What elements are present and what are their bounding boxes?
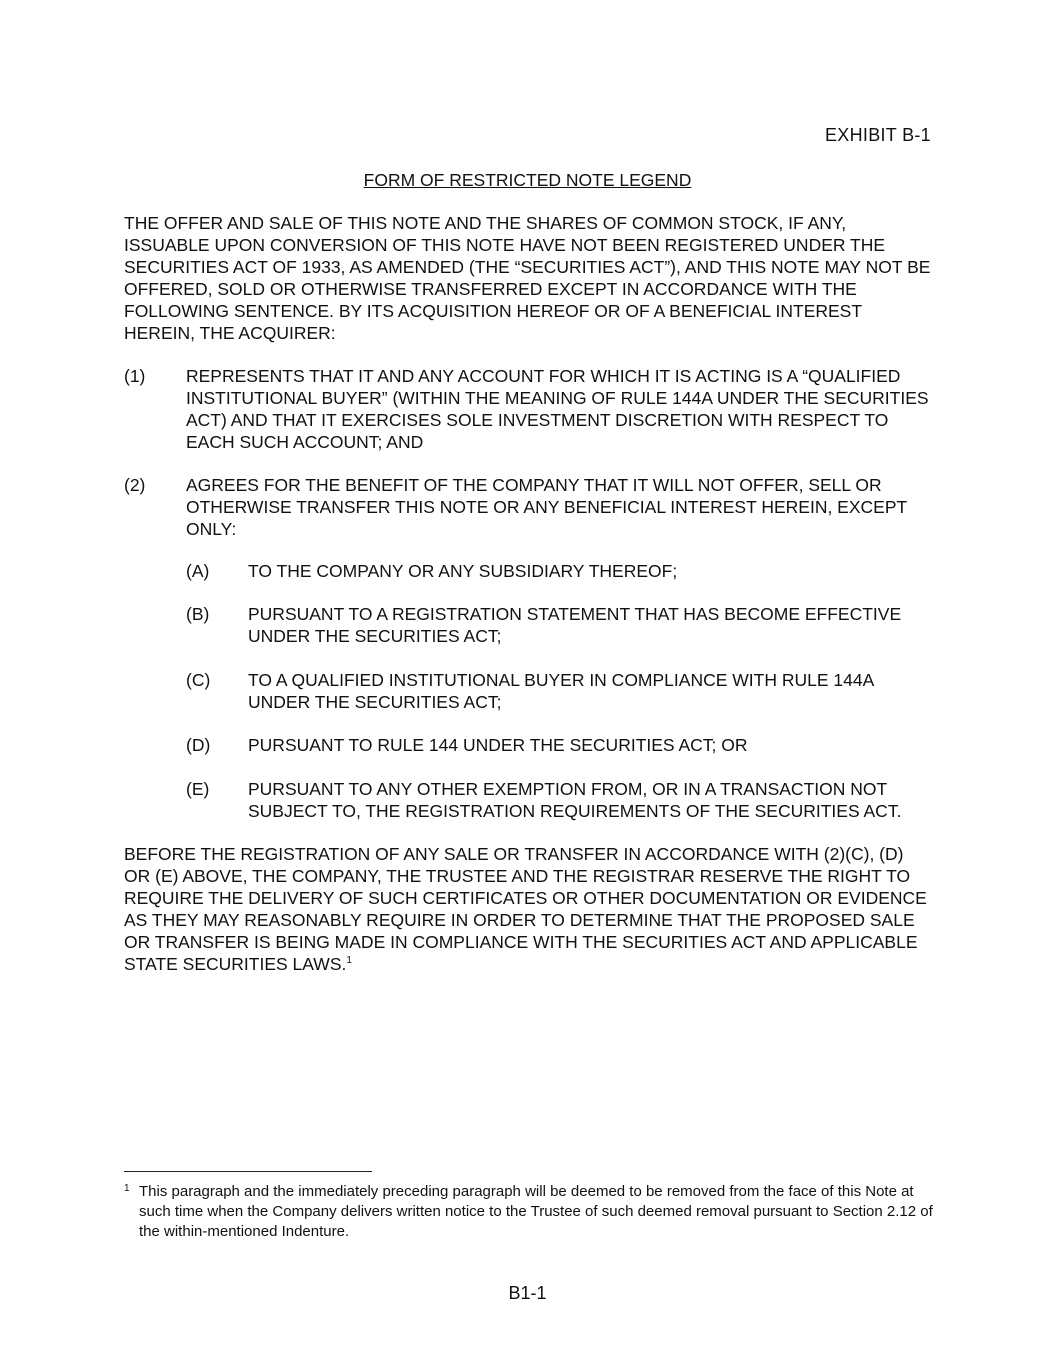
subitem-text: PURSUANT TO RULE 144 UNDER THE SECURITIES ACT; OR [248,735,748,755]
subitem-letter: (E) [186,779,210,799]
subitem-letter: (C) [186,670,211,690]
closing-paragraph [124,843,934,975]
footnote [124,1182,934,1242]
footnote-text: This paragraph and the immediately preceding paragraph will be deemed to be removed from the face of this Note at such time when the Company delivers written notice to the Trustee of such deemed removal pursuant to Section 2.12 of the within-mentioned Indenture. [139,1183,933,1240]
closing-paragraph-text: BEFORE THE REGISTRATION OF ANY SALE OR TRANSFER IN ACCORDANCE WITH (2)(C), (D) OR (E) ABOVE, THE COMPANY, THE TRUSTEE AND THE REGISTRAR RESERVE THE RIGHT TO REQUIRE THE DELIVERY OF SUCH CERTIFICATES OR OTHER DOCUMENTATION OR EVIDENCE AS THEY MAY REASONABLY REQUIRE IN ORDER TO DETERMINE THAT THE PROPOSED SALE OR TRANSFER IS BEING MADE IN COMPLIANCE WITH THE SECURITIES ACT AND APPLICABLE STATE SECURITIES LAWS. [124,844,927,974]
item-number: (1) [124,366,146,386]
legend-subitem-c [186,669,936,713]
subitem-text: PURSUANT TO ANY OTHER EXEMPTION FROM, OR IN A TRANSACTION NOT SUBJECT TO, THE REGISTRATION REQUIREMENTS OF THE SECURITIES ACT. [248,779,902,821]
item-text: AGREES FOR THE BENEFIT OF THE COMPANY THAT IT WILL NOT OFFER, SELL OR OTHERWISE TRANSFER THIS NOTE OR ANY BENEFICIAL INTEREST HEREIN, EXCEPT ONLY: [186,475,907,539]
footnote-mark: 1 [124,1183,130,1194]
subitem-letter: (D) [186,735,211,755]
intro-paragraph: THE OFFER AND SALE OF THIS NOTE AND THE SHARES OF COMMON STOCK, IF ANY, ISSUABLE UPON CONVERSION OF THIS NOTE HAVE NOT BEEN REGISTERED UNDER THE SECURITIES ACT OF 1933, AS AMENDED (THE “SECURITIES ACT”), AND THIS NOTE MAY NOT BE OFFERED, SOLD OR OTHERWISE TRANSFERRED EXCEPT IN ACCORDANCE WITH THE FOLLOWING SENTENCE. BY ITS ACQUISITION HEREOF OR OF A BENEFICIAL INTEREST HEREIN, THE ACQUIRER: [124,213,931,343]
subitem-text: TO THE COMPANY OR ANY SUBSIDIARY THEREOF; [248,561,678,581]
legend-item-1 [124,365,934,453]
legend-subitem-b [186,603,936,647]
item-text: REPRESENTS THAT IT AND ANY ACCOUNT FOR WHICH IT IS ACTING IS A “QUALIFIED INSTITUTIONAL BUYER” (WITHIN THE MEANING OF RULE 144A UNDER THE SECURITIES ACT) AND THAT IT EXERCISES SOLE INVESTMENT DISCRETION WITH RESPECT TO EACH SUCH ACCOUNT; AND [186,366,929,452]
footnote-reference[interactable]: 1 [346,955,352,967]
legend-subitem-d [186,734,936,756]
subitem-letter: (A) [186,561,210,581]
footnote-divider [124,1171,372,1172]
exhibit-label: EXHIBIT B-1 [824,125,931,145]
subitem-text: TO A QUALIFIED INSTITUTIONAL BUYER IN COMPLIANCE WITH RULE 144A UNDER THE SECURITIES ACT; [248,670,874,712]
legend-item-2 [124,474,934,540]
page-number: B1-1 [508,1283,547,1303]
item-number: (2) [124,475,146,495]
subitem-text: PURSUANT TO A REGISTRATION STATEMENT THAT HAS BECOME EFFECTIVE UNDER THE SECURITIES ACT; [248,604,902,646]
legend-subitem-a [186,560,936,582]
document-title: FORM OF RESTRICTED NOTE LEGEND [363,170,692,190]
subitem-letter: (B) [186,604,210,624]
legend-subitem-e [186,778,936,822]
